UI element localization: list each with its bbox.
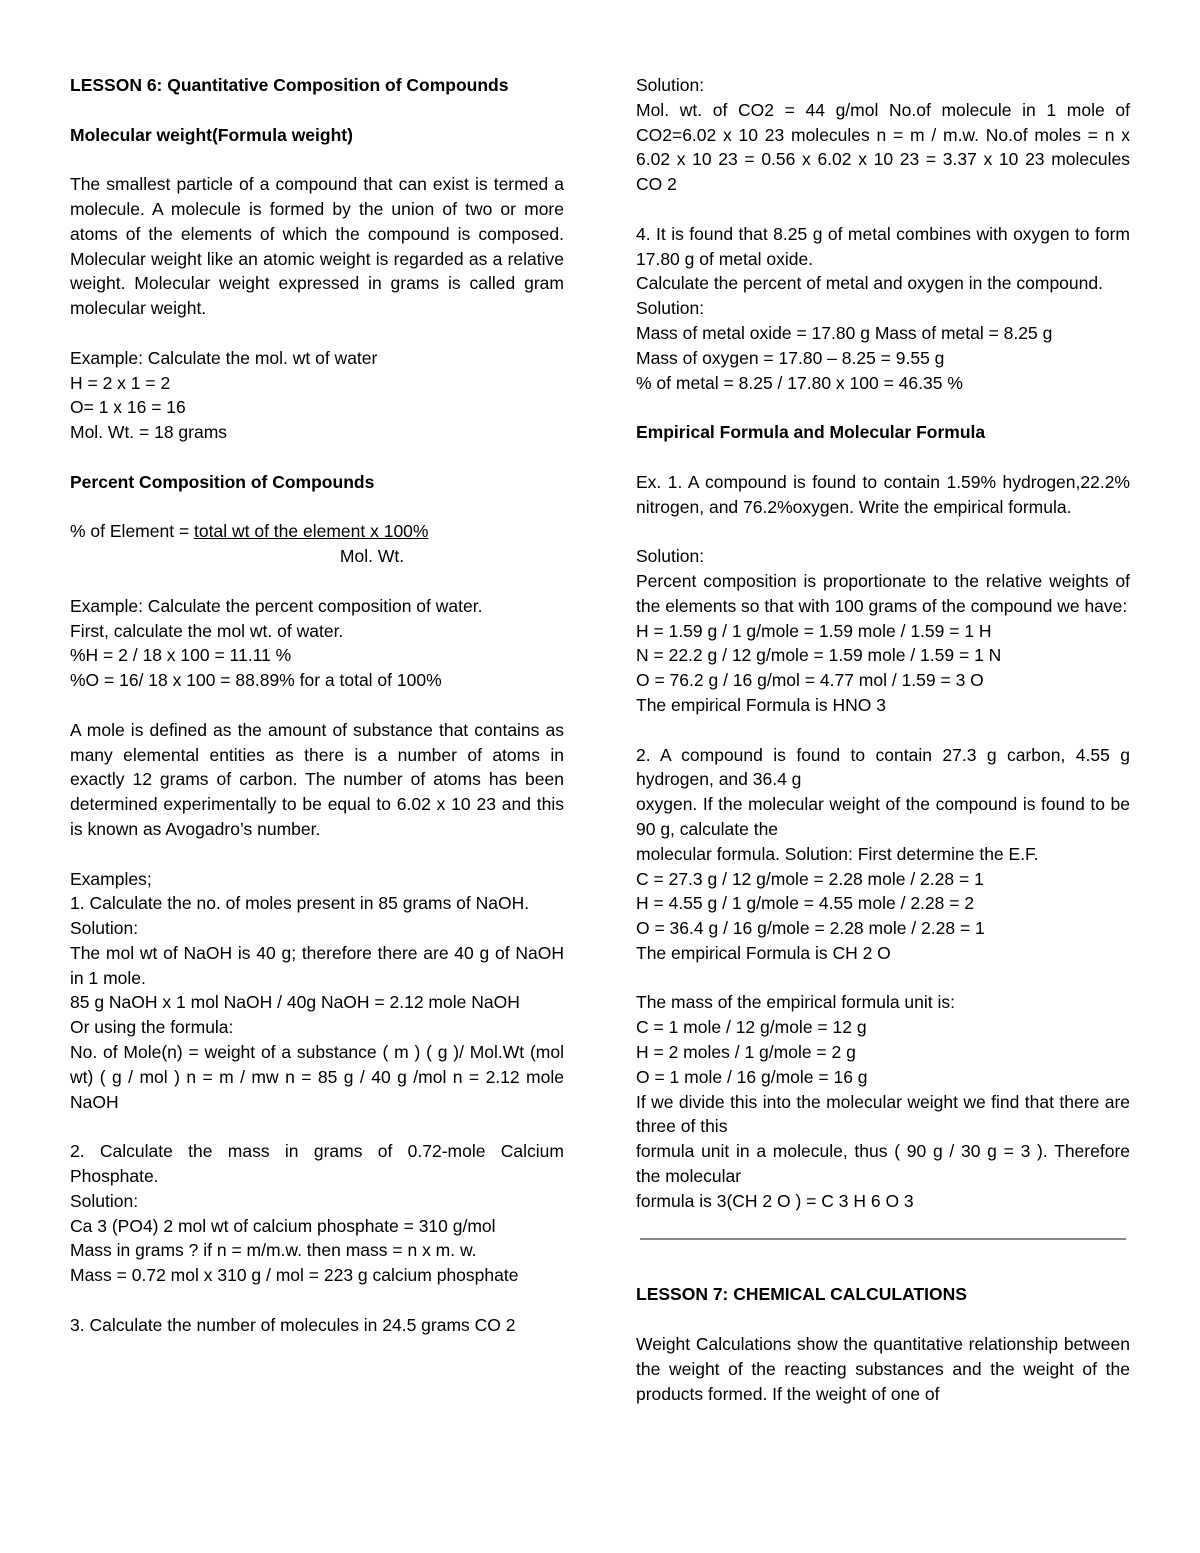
empirical-line: H = 1.59 g / 1 g/mole = 1.59 mole / 1.59 = 1 H [636, 620, 992, 641]
empirical-example-2-line: C = 27.3 g / 12 g/mole = 2.28 mole / 2.28 = 1 [636, 868, 984, 889]
example-4-line: Mass of metal oxide = 17.80 g Mass of metal = 8.25 g [636, 322, 1053, 343]
lesson-7-paragraph: Weight Calculations show the quantitative relationship between the weight of the reacting substances and the weight of the products formed. If the weight of one of [636, 1334, 1130, 1404]
water-example-line: O= 1 x 16 = 16 [70, 397, 186, 418]
example-2-question: 2. Calculate the mass in grams of 0.72-mole Calcium Phosphate. [70, 1141, 564, 1187]
empirical-example-1: Ex. 1. A compound is found to contain 1.59% hydrogen,22.2% nitrogen, and 76.2%oxygen. Write the empirical formula. [636, 471, 1130, 517]
left-column [70, 73, 564, 1338]
formula-prefix: % of Element = [70, 521, 195, 542]
example-2-line: Mass in grams ? if n = m/m.w. then mass = n x m. w. [70, 1240, 477, 1261]
example-3-solution-label: Solution: [636, 75, 705, 95]
example-4-block [636, 222, 1130, 396]
pc-example-line: %O = 16/ 18 x 100 = 88.89% for a total of 100% [70, 670, 442, 691]
mass-empirical-line: H = 2 moles / 1 g/mole = 2 g [636, 1042, 856, 1063]
water-example-line: Example: Calculate the mol. wt of water [70, 347, 378, 368]
example-2-line: Ca 3 (PO4) 2 mol wt of calcium phosphate = 310 g/mol [70, 1215, 496, 1236]
molecular-weight-heading: Molecular weight(Formula weight) [70, 124, 353, 145]
lesson-7-title: LESSON 7: CHEMICAL CALCULATIONS [636, 1284, 967, 1305]
example-4-solution-label: Solution: [636, 298, 705, 319]
formula-denominator: Mol. Wt. [339, 546, 405, 567]
empirical-example-2-text: oxygen. If the molecular weight of the compound is found to be 90 g, calculate the [636, 794, 1130, 839]
example-1-block [70, 867, 564, 1115]
example-1-question: 1. Calculate the no. of moles present in 85 grams of NaOH. [70, 893, 530, 914]
divide-text: formula is 3(CH 2 O ) = C 3 H 6 O 3 [636, 1190, 914, 1211]
empirical-line: N = 22.2 g / 12 g/mole = 1.59 mole / 1.59 = 1 N [636, 645, 1002, 666]
empirical-example-2-text: molecular formula. Solution: First determine the E.F. [636, 843, 1039, 864]
section-divider [640, 1238, 1126, 1240]
example-2-line: Mass = 0.72 mol x 310 g / mol = 223 g calcium phosphate [70, 1265, 519, 1286]
pc-example-line: Example: Calculate the percent composition of water. [70, 595, 483, 616]
empirical-solution-block [636, 544, 1130, 718]
mass-empirical-line: C = 1 mole / 12 g/mole = 12 g [636, 1017, 867, 1038]
example-4-question: 4. It is found that 8.25 g of metal combines with oxygen to form 17.80 g of metal oxide. [636, 223, 1130, 269]
empirical-example-2-line: O = 36.4 g / 16 g/mole = 2.28 mole / 2.28 = 1 [636, 918, 985, 939]
water-example-line: H = 2 x 1 = 2 [70, 372, 171, 393]
empirical-solution-text: Percent composition is proportionate to the relative weights of the elements so that with 100 grams of the compound we have: [636, 570, 1130, 616]
divide-text: formula unit in a molecule, thus ( 90 g / 30 g = 3 ). Therefore the molecular [636, 1141, 1130, 1187]
mass-empirical-line: O = 1 mole / 16 g/mole = 16 g [636, 1066, 868, 1087]
percent-composition-heading: Percent Composition of Compounds [70, 471, 375, 492]
empirical-formula-heading: Empirical Formula and Molecular Formula [636, 422, 986, 443]
example-2-block [70, 1139, 564, 1288]
mole-definition-paragraph: A mole is defined as the amount of substance that contains as many elemental entities as there is a number of atoms in exactly 12 grams of carbon. The number of atoms has been determined experimentally to be equal to 6.02 x 10 23 and this is known as Avogadro’s number. [70, 719, 564, 839]
example-1-text: 85 g NaOH x 1 mol NaOH / 40g NaOH = 2.12 mole NaOH [70, 992, 520, 1013]
water-example [70, 346, 564, 445]
molecular-weight-paragraph: The smallest particle of a compound that can exist is termed a molecule. A molecule is formed by the union of two or more atoms of the elements of which the compound is composed. Molecular weight like an atomic weight is regarded as a relative weight. Molecular weight expressed in grams is called gram molecular weight. [70, 174, 564, 319]
lesson-6-title: LESSON 6: Quantitative Composition of Compounds [70, 75, 509, 95]
example-1-text: No. of Mole(n) = weight of a substance ( m ) ( g )/ Mol.Wt (mol wt) ( g / mol ) n = m / mw n = 85 g / 40 g /mol n = 2.12 mole NaOH [70, 1042, 564, 1112]
empirical-example-2-line: H = 4.55 g / 1 g/mole = 4.55 mole / 2.28 = 2 [636, 893, 975, 914]
empirical-line: O = 76.2 g / 16 g/mol = 4.77 mol / 1.59 = 3 O [636, 670, 984, 691]
water-example-line: Mol. Wt. = 18 grams [70, 422, 228, 443]
example-4-task: Calculate the percent of metal and oxygen in the compound. [636, 273, 1103, 294]
pc-example-line: %H = 2 / 18 x 100 = 11.11 % [70, 645, 292, 666]
example-3-question: 3. Calculate the number of molecules in 24.5 grams CO 2 [70, 1314, 516, 1335]
empirical-example-2 [636, 743, 1130, 966]
example-3-solution-text: Mol. wt. of CO2 = 44 g/mol No.of molecule in 1 mole of CO2=6.02 x 10 23 molecules n = m / m.w. No.of moles = n x 6.02 x 10 23 = 0.56 x 6.02 x 10 23 = 3.37 x 10 23 molecules CO 2 [636, 99, 1130, 195]
right-column [636, 73, 1130, 1406]
example-4-line: Mass of oxygen = 17.80 – 8.25 = 9.55 g [636, 347, 945, 368]
examples-label: Examples; [70, 868, 152, 889]
example-1-solution-label: Solution: [70, 918, 139, 939]
example-3-solution [636, 73, 1130, 197]
example-4-line: % of metal = 8.25 / 17.80 x 100 = 46.35 % [636, 372, 963, 393]
pc-example-line: First, calculate the mol wt. of water. [70, 620, 344, 641]
mass-empirical-label: The mass of the empirical formula unit is: [636, 992, 956, 1013]
empirical-example-2-text: 2. A compound is found to contain 27.3 g carbon, 4.55 g hydrogen, and 36.4 g [636, 744, 1130, 790]
empirical-example-2-line: The empirical Formula is CH 2 O [636, 942, 891, 963]
divide-text: If we divide this into the molecular weight we find that there are three of this [636, 1091, 1130, 1137]
percent-composition-example [70, 594, 564, 693]
mass-empirical-block [636, 990, 1130, 1213]
example-1-text: Or using the formula: [70, 1017, 234, 1038]
percent-formula-line [70, 519, 564, 544]
empirical-solution-label: Solution: [636, 546, 705, 567]
example-1-text: The mol wt of NaOH is 40 g; therefore there are 40 g of NaOH in 1 mole. [70, 942, 564, 988]
empirical-line: The empirical Formula is HNO 3 [636, 694, 886, 715]
formula-numerator: total wt of the element x 100% [194, 521, 429, 542]
example-2-solution-label: Solution: [70, 1190, 139, 1211]
percent-formula [70, 519, 564, 569]
